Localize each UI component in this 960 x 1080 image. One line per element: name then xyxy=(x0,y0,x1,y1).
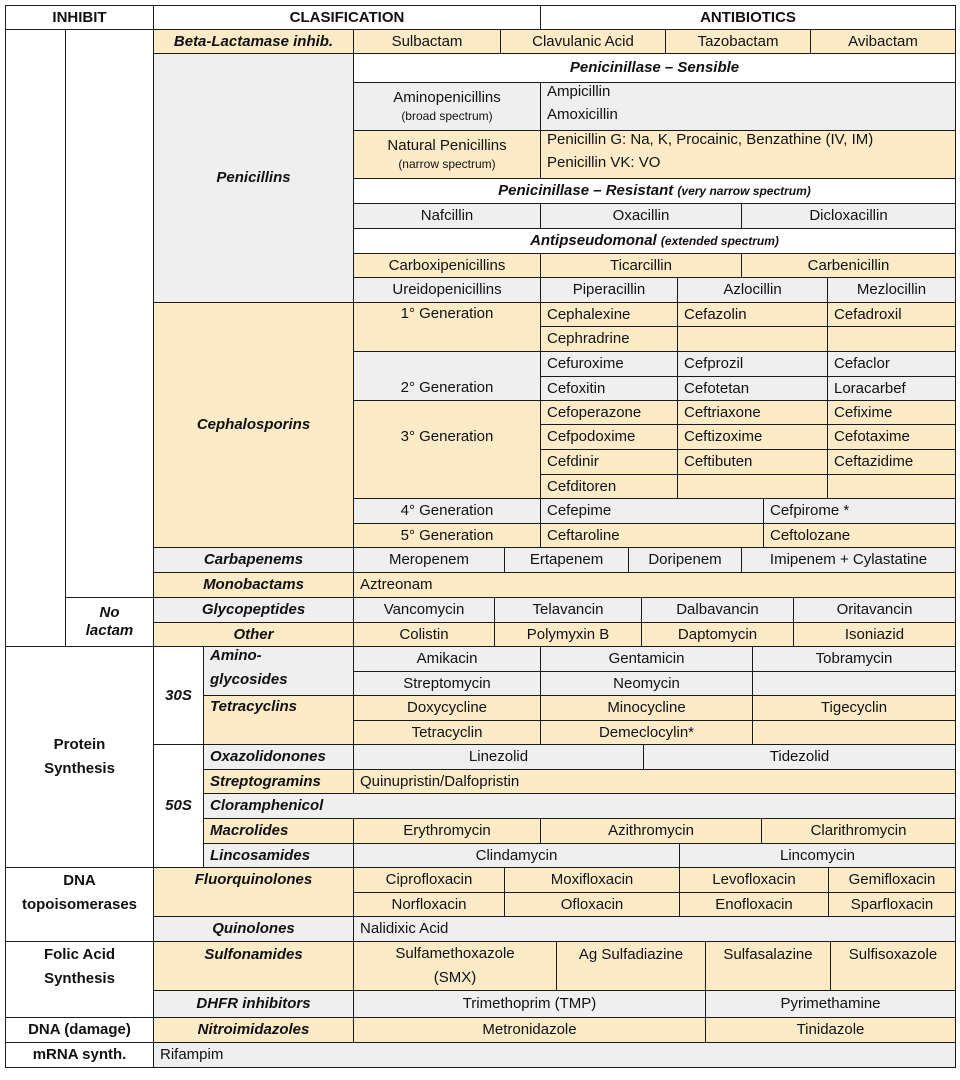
subheader-antipseudomonal xyxy=(353,228,956,254)
drug-cell: Vancomycin xyxy=(353,597,495,623)
header-inhibit: INHIBIT xyxy=(5,5,154,30)
drug-cell: Oritavancin xyxy=(793,597,956,623)
dna-topo-line1: DNA xyxy=(63,872,96,889)
drug-item: Penicillin VK: VO xyxy=(547,154,661,171)
drug-cell: Cefixime xyxy=(827,400,956,425)
gen4-label: 4° Generation xyxy=(353,498,541,524)
drug-cell: Cephradrine xyxy=(540,326,678,352)
drug-item: Sulfamethoxazole xyxy=(395,945,515,962)
subclass-aminopenicillins xyxy=(353,82,541,131)
class-tetracyclins: Tetracyclins xyxy=(203,695,354,745)
drug-cell: Nafcillin xyxy=(353,203,541,229)
drug-cell: Cefazolin xyxy=(677,302,828,327)
header-antibiotics: ANTIBIOTICS xyxy=(540,5,956,30)
drug-cell: Cephalexine xyxy=(540,302,678,327)
drug-cell: Doxycycline xyxy=(353,695,541,721)
aminoglycosides-line2: glycosides xyxy=(210,671,288,688)
drug-cell: Trimethoprim (TMP) xyxy=(353,990,706,1018)
empty-cell xyxy=(752,720,956,745)
subclass-carboxipenicillins: Carboxipenicillins xyxy=(353,253,541,278)
class-fluorquinolones: Fluorquinolones xyxy=(153,867,354,917)
drug-cell: Sparfloxacin xyxy=(828,892,956,917)
class-penicillins: Penicillins xyxy=(153,53,354,303)
drug-cell: Ofloxacin xyxy=(504,892,680,917)
drug-cell: Ertapenem xyxy=(504,547,629,573)
drug-cell: Cefdinir xyxy=(540,449,678,475)
drug-cell: Colistin xyxy=(353,622,495,647)
aminopenicillins-drugs xyxy=(540,82,956,131)
drug-cell: Ceftaroline xyxy=(540,523,764,548)
drug-cell xyxy=(353,941,557,991)
drug-cell: Azithromycin xyxy=(540,818,762,844)
class-macrolides: Macrolides xyxy=(203,818,354,844)
drug-cell: Dicloxacillin xyxy=(741,203,956,229)
drug-cell: Carbenicillin xyxy=(741,253,956,278)
class-dhfr-inhibitors: DHFR inhibitors xyxy=(153,990,354,1018)
class-streptogramins: Streptogramins xyxy=(203,769,354,794)
drug-cell: Neomycin xyxy=(540,671,753,696)
drug-item: Amoxicillin xyxy=(547,106,618,123)
subheader-penicillinase-sensible: Penicinillase – Sensible xyxy=(353,53,956,83)
drug-cell: Imipenem + Cylastatine xyxy=(741,547,956,573)
drug-cell: Ciprofloxacin xyxy=(353,867,505,893)
inhibit-mrna-synthesis: mRNA synth. xyxy=(5,1042,154,1068)
subclass-ureidopenicillins: Ureidopenicillins xyxy=(353,277,541,303)
drug-cell: Clindamycin xyxy=(353,843,680,868)
inhibit-no-lactam xyxy=(65,597,154,647)
drug-item: (SMX) xyxy=(433,969,477,986)
drug-cell: Oxacillin xyxy=(540,203,742,229)
class-monobactams: Monobactams xyxy=(153,572,354,598)
drug-cell: Ticarcillin xyxy=(540,253,742,278)
drug-cell: Amikacin xyxy=(353,646,541,672)
drug-cell: Erythromycin xyxy=(353,818,541,844)
drug-cell: Tigecyclin xyxy=(752,695,956,721)
antipseudo-title: Antipseudomonal xyxy=(530,232,657,249)
drug-cell: Cefuroxime xyxy=(540,351,678,377)
drug-cell: Cefpirome * xyxy=(763,498,956,524)
inhibit-dna-topoisomerases xyxy=(5,867,154,942)
protein-line1: Protein xyxy=(53,736,106,753)
protein-line2: Synthesis xyxy=(44,760,115,777)
drug-cell: Ceftazidime xyxy=(827,449,956,475)
drug-cell: Rifampim xyxy=(153,1042,956,1068)
class-carbapenems: Carbapenems xyxy=(153,547,354,573)
gen1-label: 1° Generation xyxy=(353,302,541,352)
inhibit-protein-synthesis xyxy=(5,646,154,868)
drug-cell: Azlocillin xyxy=(677,277,828,303)
resistant-title: Penicinillase – Resistant xyxy=(498,182,674,199)
drug-cell: Minocycline xyxy=(540,695,753,721)
drug-cell: Loracarbef xyxy=(827,376,956,401)
gen5-label: 5° Generation xyxy=(353,523,541,548)
drug-cell: Linezolid xyxy=(353,744,644,770)
drug-cell: Levofloxacin xyxy=(679,867,829,893)
natural-penicillins-note: (narrow spectrum) xyxy=(398,156,496,171)
class-cephalosporins: Cephalosporins xyxy=(153,302,354,548)
gen3-label: 3° Generation xyxy=(353,400,541,499)
drug-cell: Ceftriaxone xyxy=(677,400,828,425)
gen2-label: 2° Generation xyxy=(353,351,541,401)
no-lactam-line1: No xyxy=(99,604,120,621)
drug-cell: Cefoperazone xyxy=(540,400,678,425)
drug-cell: Tazobactam xyxy=(665,29,811,54)
drug-cell: Metronidazole xyxy=(353,1017,706,1043)
inhibit-folic-acid xyxy=(5,941,154,1018)
subheader-penicillinase-resistant xyxy=(353,178,956,204)
drug-cell: Mezlocillin xyxy=(827,277,956,303)
resistant-note: (very narrow spectrum) xyxy=(677,184,811,198)
class-sulfonamides: Sulfonamides xyxy=(153,941,354,991)
dna-topo-line2: topoisomerases xyxy=(21,896,138,913)
drug-cell: Cefadroxil xyxy=(827,302,956,327)
drug-cell: Norfloxacin xyxy=(353,892,505,917)
ribosome-30s: 30S xyxy=(153,646,204,745)
drug-cell: Cefditoren xyxy=(540,474,678,499)
drug-cell: Quinupristin/Dalfopristin xyxy=(353,769,956,794)
drug-item: Penicillin G: Na, K, Procainic, Benzathine (IV, IM) xyxy=(547,131,874,148)
drug-cell: Cefpodoxime xyxy=(540,424,678,450)
folic-line1: Folic Acid xyxy=(43,946,116,963)
class-oxazolidinones: Oxazolidonones xyxy=(203,744,354,770)
drug-cell: Isoniazid xyxy=(793,622,956,647)
header-classification: CLASIFICATION xyxy=(153,5,541,30)
ribosome-50s: 50S xyxy=(153,744,204,868)
no-lactam-line2: lactam xyxy=(85,622,134,639)
aminopenicillins-note: (broad spectrum) xyxy=(401,108,493,123)
drug-cell: Lincomycin xyxy=(679,843,956,868)
drug-cell: Ceftolozane xyxy=(763,523,956,548)
drug-cell: Moxifloxacin xyxy=(504,867,680,893)
class-beta-lactamase: Beta-Lactamase inhib. xyxy=(153,29,354,54)
drug-cell: Avibactam xyxy=(810,29,956,54)
drug-cell: Sulfisoxazole xyxy=(830,941,956,991)
drug-cell: Tetracyclin xyxy=(353,720,541,745)
class-other: Other xyxy=(153,622,354,647)
drug-cell: Ag Sulfadiazine xyxy=(556,941,706,991)
drug-cell: Clarithromycin xyxy=(761,818,956,844)
empty-cell xyxy=(677,474,828,499)
empty-cell xyxy=(827,326,956,352)
drug-cell: Ceftizoxime xyxy=(677,424,828,450)
folic-line2: Synthesis xyxy=(44,970,115,987)
antipseudo-note: (extended spectrum) xyxy=(660,234,779,248)
drug-cell: Ceftibuten xyxy=(677,449,828,475)
drug-cell: Sulfasalazine xyxy=(705,941,831,991)
aminoglycosides-line1: Amino- xyxy=(210,647,262,664)
drug-cell: Tidezolid xyxy=(643,744,956,770)
natural-penicillins-drugs xyxy=(540,130,956,179)
drug-cell: Sulbactam xyxy=(353,29,501,54)
drug-cell: Enofloxacin xyxy=(679,892,829,917)
drug-cell: Cefaclor xyxy=(827,351,956,377)
empty-cell xyxy=(827,474,956,499)
drug-cell: Nalidixic Acid xyxy=(353,916,956,942)
class-quinolones: Quinolones xyxy=(153,916,354,942)
drug-cell: Piperacillin xyxy=(540,277,678,303)
natural-penicillins-label: Natural Penicillins xyxy=(387,136,507,154)
drug-cell: Cefoxitin xyxy=(540,376,678,401)
drug-cell: Daptomycin xyxy=(641,622,794,647)
drug-cell: Cefepime xyxy=(540,498,764,524)
class-aminoglycosides xyxy=(203,646,354,696)
drug-cell: Cefprozil xyxy=(677,351,828,377)
drug-cell: Polymyxin B xyxy=(494,622,642,647)
class-nitroimidazoles: Nitroimidazoles xyxy=(153,1017,354,1043)
drug-cell: Cefotetan xyxy=(677,376,828,401)
drug-cell: Pyrimethamine xyxy=(705,990,956,1018)
empty-cell xyxy=(752,671,956,696)
inhibit-beta-lactam xyxy=(65,29,154,598)
drug-item: Ampicillin xyxy=(547,83,611,100)
drug-cell: Clavulanic Acid xyxy=(500,29,666,54)
aminopenicillins-label: Aminopenicillins xyxy=(393,88,501,106)
subclass-natural-penicillins xyxy=(353,130,541,179)
class-cloramphenicol: Cloramphenicol xyxy=(203,793,956,819)
inhibit-dna-damage: DNA (damage) xyxy=(5,1017,154,1043)
class-glycopeptides: Glycopeptides xyxy=(153,597,354,623)
drug-cell: Tobramycin xyxy=(752,646,956,672)
drug-cell: Gentamicin xyxy=(540,646,753,672)
drug-cell: Cefotaxime xyxy=(827,424,956,450)
drug-cell: Meropenem xyxy=(353,547,505,573)
drug-cell: Demeclocylin* xyxy=(540,720,753,745)
class-lincosamides: Lincosamides xyxy=(203,843,354,868)
drug-cell: Gemifloxacin xyxy=(828,867,956,893)
drug-cell: Telavancin xyxy=(494,597,642,623)
empty-cell xyxy=(677,326,828,352)
drug-cell: Doripenem xyxy=(628,547,742,573)
inhibit-cell-wall xyxy=(5,29,66,647)
drug-cell: Dalbavancin xyxy=(641,597,794,623)
drug-cell: Tinidazole xyxy=(705,1017,956,1043)
drug-cell: Aztreonam xyxy=(353,572,956,598)
drug-cell: Streptomycin xyxy=(353,671,541,696)
